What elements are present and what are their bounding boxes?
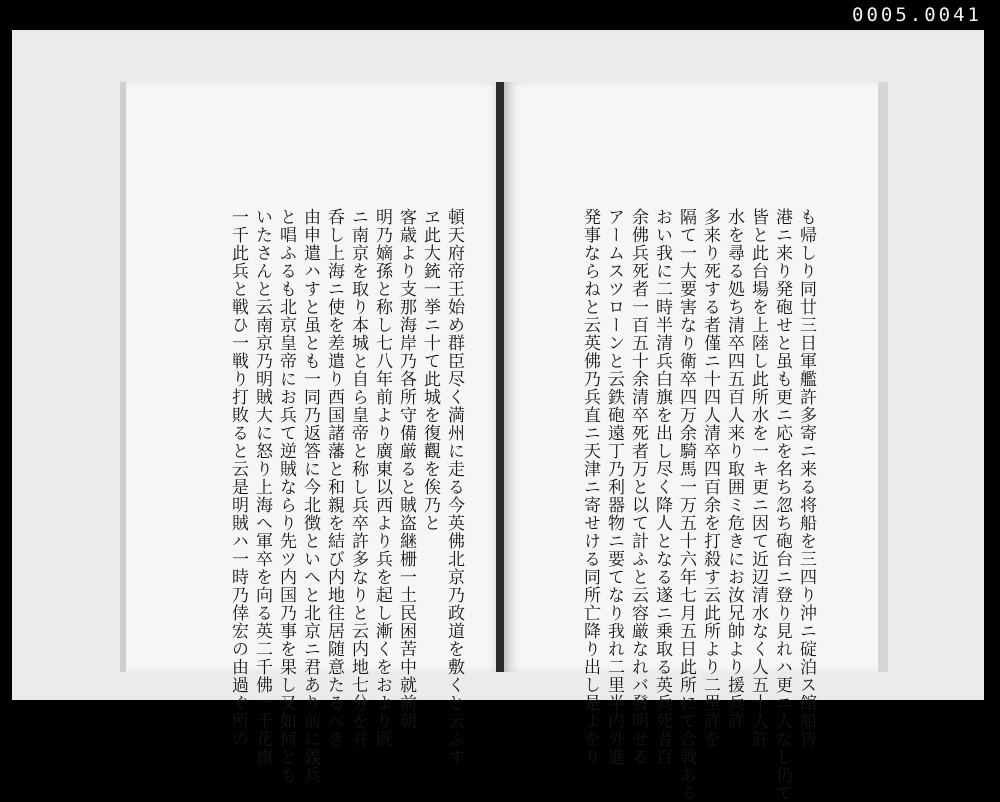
text-line: 由申遣ハすと虽とも一同乃返答に今北徴といへと北京ニ君あり前に義兵 — [300, 208, 320, 784]
text-line: と唱ふるも北京皇帝にお兵て逆賊ならり先ツ内国乃事を果し又如何とも — [276, 208, 296, 784]
text-line: 客歳より支那海岸乃各所守備厳ると賊盗継栅一土民困苦中就前朝 — [396, 208, 416, 730]
right-page — [504, 82, 888, 802]
text-line: いたさんと云南京乃明賊大に怒り上海へ軍卒を向る英二千佛一千花旗 — [252, 208, 272, 766]
text-line: 水を尋る処ち清卒四五百人来り取囲ミ危きにお汝兄帥より援兵許 — [724, 208, 744, 730]
text-line: おい我に二時半清兵白旗を出し尽く降人となる遂ニ乗取る英兵死者百 — [652, 208, 672, 766]
right-page-text — [578, 208, 818, 802]
text-line: 隔て一大要害なり衛卒四万余騎馬一万五十六年七月五日此所にて合戦ある — [676, 208, 696, 802]
text-line: 明乃嫡孫と称し七八年前より廣東以西より兵を起し漸くをおより既 — [372, 208, 392, 748]
text-line: 呑し上海ニ使を差遣り西国諸藩と和親を結び内地往居随意たるべき — [324, 208, 344, 748]
text-line: 皆と此台場を上陸し此所水を一キ更ニ因て近辺清水なく人五十人許 — [748, 208, 768, 748]
text-line: 一千此兵と戦ひ一戦り打敗ると云是明賊ハ一時乃倖宏の由過ぐ所の — [228, 208, 248, 748]
left-page-text — [226, 208, 466, 784]
text-line: アームスツローンと云鉄砲遠丁乃利器物ニ要てなり我れ二里半内外進 — [604, 208, 624, 766]
text-line: ヱ此大銃一挙ニ十て此城を復觀を俟乃と — [420, 208, 440, 532]
text-line: 頓天府帝王始め群臣尽く満州に走る今英佛北京乃政道を敷くと云ふす — [444, 208, 464, 766]
text-line: も帰しり同廿三日軍艦許多寄ニ来る将船を三四り沖ニ碇泊ス館船皆 — [796, 208, 816, 748]
text-line: 余佛兵死者一百五十余清卒死者万と以て計ふと云容厳なれバ發明せる — [628, 208, 648, 766]
text-line: 多来り死する者僅ニ十四人清卒四百余を打殺す云此所より二里許を — [700, 208, 720, 748]
open-book — [120, 82, 890, 802]
left-page — [120, 82, 504, 784]
text-line: 港ニ来り発砲せと虽も更ニ応を名ち忽ち砲台ニ登り見れハ更ニ人なし仍て — [772, 208, 792, 802]
text-line: 発事ならねと云英佛乃兵直ニ天津ニ寄せける同所亡降り出し是よをり — [580, 208, 600, 766]
frame-code-label: 0005.0041 — [852, 4, 982, 26]
text-line: ニ南京を取り本城と自ら皇帝と称し兵卒許多なりと云内地七分を并 — [348, 208, 368, 748]
